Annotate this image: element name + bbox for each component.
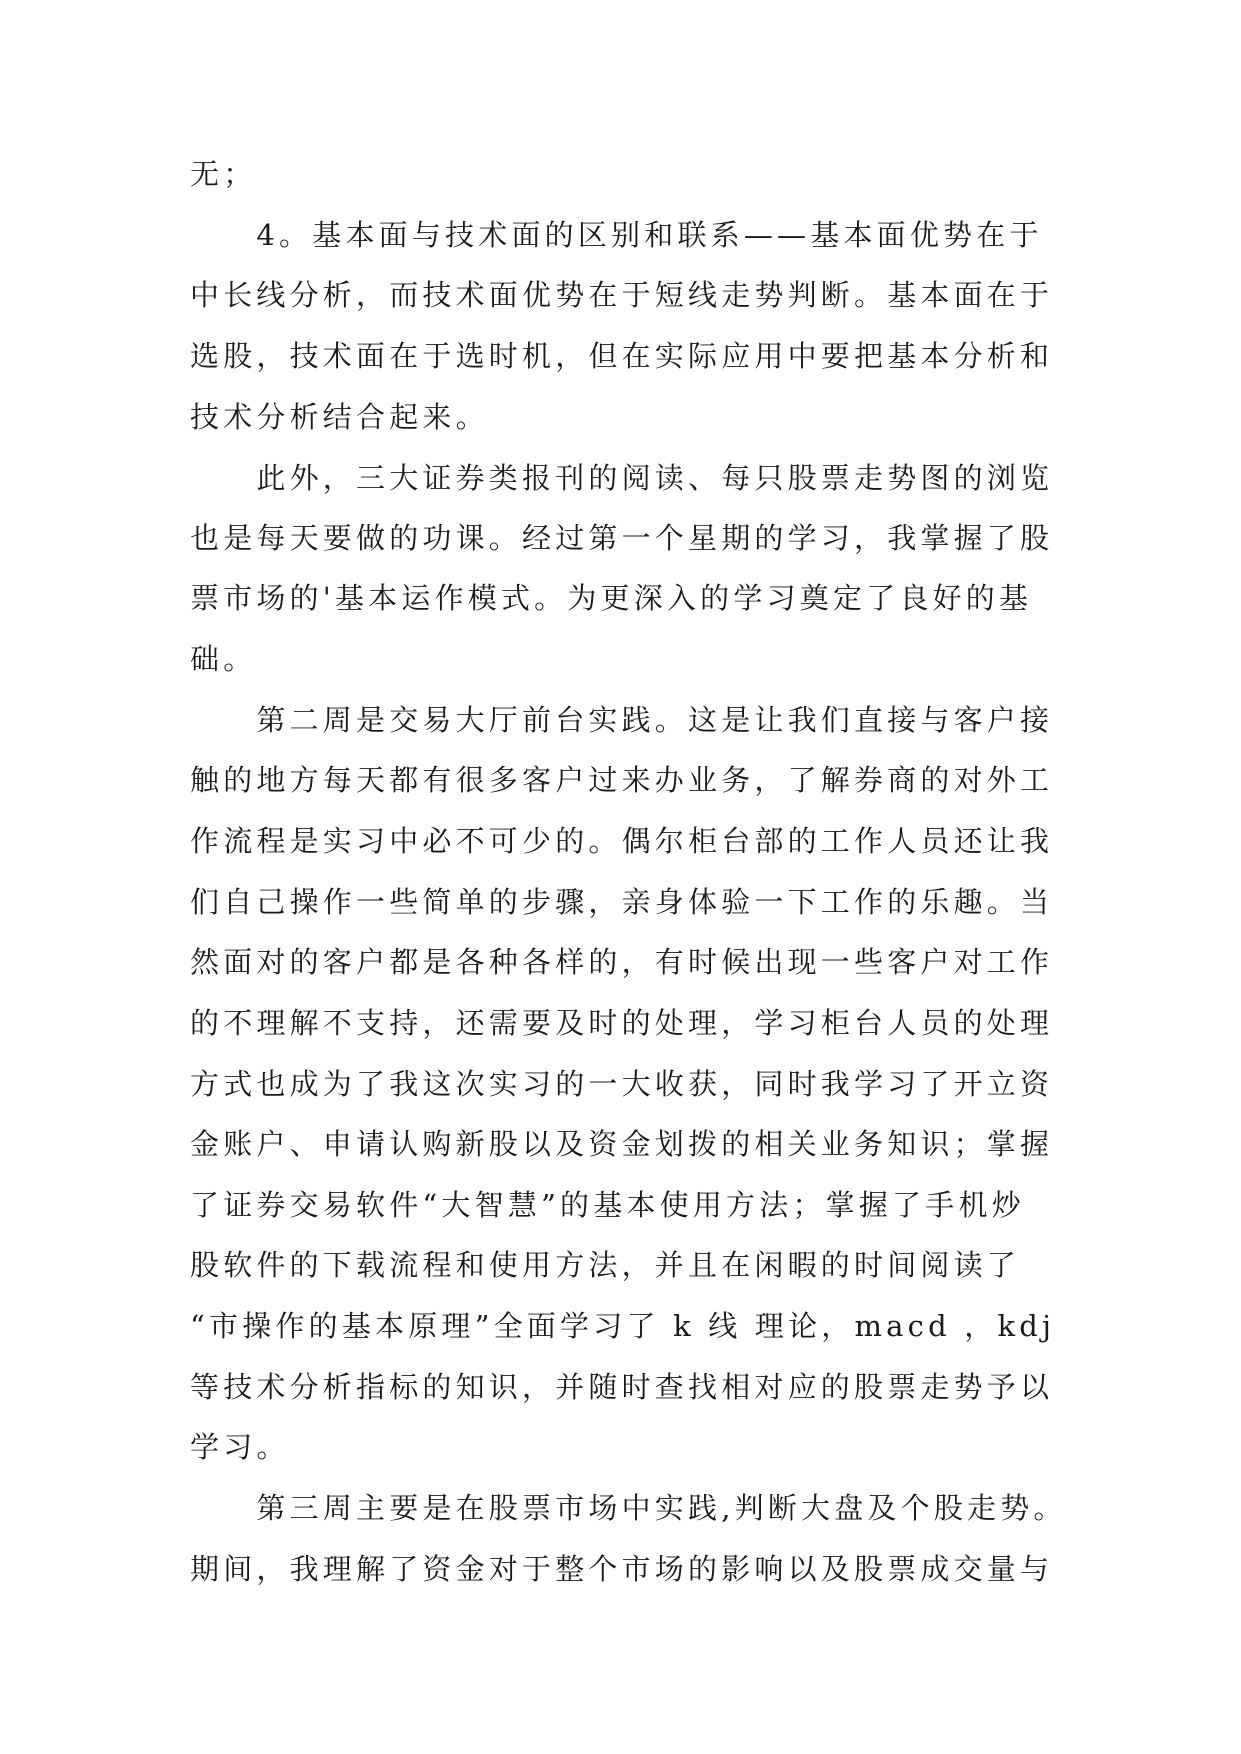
text-line: 的不理解不支持，还需要及时的处理，学习柜台人员的处理 bbox=[190, 1006, 1054, 1040]
text-line: 技术分析结合起来。 bbox=[190, 400, 489, 434]
text-line: 无； bbox=[190, 157, 257, 191]
text-line: 期间，我理解了资金对于整个市场的影响以及股票成交量与 bbox=[190, 1552, 1054, 1586]
text-line: 此外，三大证券类报刊的阅读、每只股票走势图的浏览 bbox=[190, 461, 1054, 495]
text-line: 方式也成为了我这次实习的一大收获，同时我学习了开立资 bbox=[190, 1067, 1054, 1101]
text-line: 第三周主要是在股票市场中实践,判断大盘及个股走势。 bbox=[190, 1491, 1067, 1525]
text-line: 金账户、申请认购新股以及资金划拨的相关业务知识；掌握 bbox=[190, 1127, 1054, 1161]
text-line: “市操作的基本原理”全面学习了 k 线 理论，macd ，kdj bbox=[190, 1309, 1056, 1343]
text-line: 触的地方每天都有很多客户过来办业务，了解券商的对外工 bbox=[190, 763, 1054, 797]
text-line: 也是每天要做的功课。经过第一个星期的学习，我掌握了股 bbox=[190, 521, 1054, 555]
text-line: 学习。 bbox=[190, 1430, 290, 1464]
text-line: 等技术分析指标的知识，并随时查找相对应的股票走势予以 bbox=[190, 1370, 1054, 1404]
text-line: 了证券交易软件“大智慧”的基本使用方法；掌握了手机炒 bbox=[190, 1188, 1025, 1222]
text-line: 然面对的客户都是各种各样的，有时候出现一些客户对工作 bbox=[190, 945, 1054, 979]
text-line: 4。基本面与技术面的区别和联系——基本面优势在于 bbox=[190, 218, 1043, 252]
text-line: 票市场的'基本运作模式。为更深入的学习奠定了良好的基 bbox=[190, 581, 1033, 615]
text-line: 作流程是实习中必不可少的。偶尔柜台部的工作人员还让我 bbox=[190, 824, 1054, 858]
text-line: 选股，技术面在于选时机，但在实际应用中要把基本分析和 bbox=[190, 339, 1054, 373]
text-line: 股软件的下载流程和使用方法，并且在闲暇的时间阅读了 bbox=[190, 1248, 1021, 1282]
text-line: 础。 bbox=[190, 642, 257, 676]
text-line: 第二周是交易大厅前台实践。这是让我们直接与客户接 bbox=[190, 703, 1054, 737]
text-line: 中长线分析，而技术面优势在于短线走势判断。基本面在于 bbox=[190, 278, 1054, 312]
text-line: 们自己操作一些简单的步骤，亲身体验一下工作的乐趣。当 bbox=[190, 885, 1054, 919]
